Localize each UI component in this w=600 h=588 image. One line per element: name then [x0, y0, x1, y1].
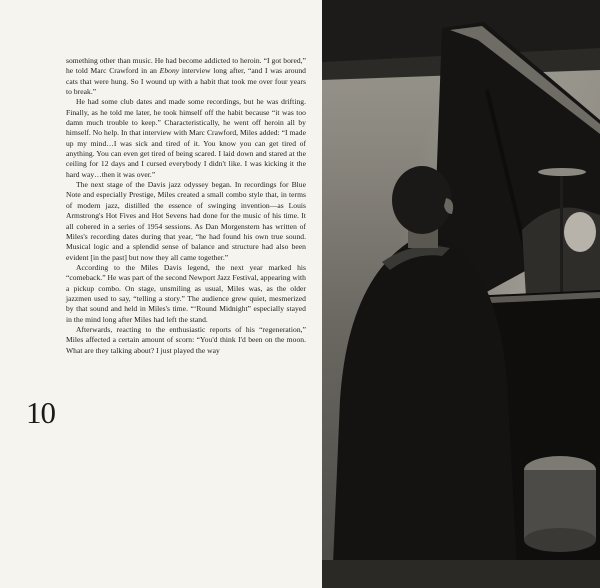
floor — [322, 560, 600, 588]
pianist-photo-illustration — [322, 0, 600, 588]
paragraph-2: He had some club dates and made some recordings, but he was drifting. Finally, as he told me later, he took himself off the habit because “it was too damn much trouble to keep.” Characteristically, he went off heroin all by himself. No help. In that interview with Marc Crawford, Miles added: “I made up my mind…I was sick and tired of it. You know you can get tired of anything. You can even get tired of being scared. I laid down and stared at the ceiling for 12 days and I cursed everybody I didn't like. I was kicking it the hard way…then it was over.” — [66, 97, 306, 179]
paragraph-3: The next stage of the Davis jazz odyssey began. In recordings for Blue Note and especially Prestige, Miles created a small combo style that, in terms of modern jazz, distilled the essence of swinging invention—as Louis Armstrong's Hot Fives and Hot Sevens had done for the music of his time. It all cohered in a series of 1954 sessions. As Dan Morgenstern has written of Miles's recording dates during that year, “he had found his own true sound. Musical logic and a splendid sense of balance and structure had also been evident [in the past] but now they all came together.” — [66, 180, 306, 262]
cymbal — [538, 168, 586, 176]
paragraph-1: something other than music. He had become addicted to heroin. “I got bored,” he told Marc Crawford in an Ebony interview long after, “and I was around cats that were hung. So I wound up with a habit that took me over four years to break.” — [66, 56, 306, 97]
magazine-title: Ebony — [159, 66, 180, 76]
second-musician-head — [564, 212, 596, 252]
paragraph-4: According to the Miles Davis legend, the next year marked his “comeback.” He was part of the second Newport Jazz Festival, appearing with a pickup combo. On stage, unsmiling as usual, Miles was, as the older jazzmen used to say, “telling a story.” The audience grew quiet, mesmerized by that sound and held in Miles's time. “‘Round Midnight” especially stayed in the mind long after Miles had left the stand. — [66, 262, 306, 324]
paragraph-5: Afterwards, reacting to the enthusiastic reports of his “regeneration,” Miles affected a certain amount of scorn: “You'd think I'd been on the moon. What are they talking about? I just played the way — [66, 324, 306, 355]
pianist-head — [392, 166, 452, 234]
article-text — [66, 56, 306, 356]
page-number: 10 — [26, 395, 55, 430]
drum-bottom — [524, 528, 596, 552]
pianist-photograph — [322, 0, 600, 588]
